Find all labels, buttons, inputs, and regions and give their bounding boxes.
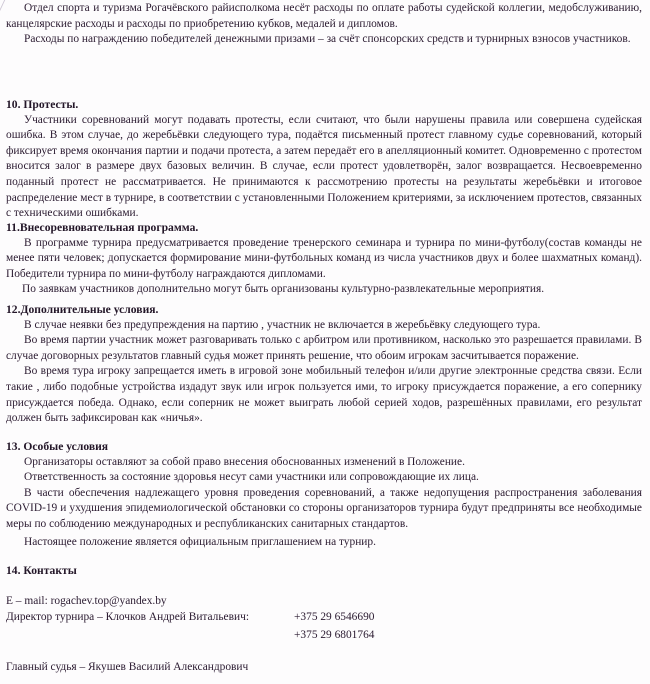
section-title: 12.Дополнительные условия. bbox=[6, 303, 159, 316]
intro-paragraph: Расходы по награждению победителей денежными призами – за счёт спонсорских средств и турнирных взносов участников. bbox=[24, 33, 631, 46]
section-paragraph: Организаторы оставляют за собой право внесения обоснованных изменений в Положение. bbox=[24, 455, 465, 468]
section-additional-conditions bbox=[6, 302, 642, 427]
section-paragraph: Ответственность за состояние здоровья несут сами участники или сопровождающие их лица. bbox=[24, 471, 479, 484]
section-extra-program bbox=[6, 220, 642, 298]
director-label: Директор турнира – Клочков Андрей Витальевич: bbox=[6, 610, 249, 623]
contacts-details bbox=[6, 594, 642, 625]
section-paragraph: Во время тура игроку запрещается иметь в игровой зоне мобильный телефон и/или другие электронные средства связи. Если такие , либо подобные устройства издадут звук или игрок пользуется ими, то игроку присуждается поражение, а его сопернику присуждается победа. Однако, если соперник не может выиграть любой серией ходов, разрешённых правилами, его результат должен быть зафиксирован как «ничья». bbox=[6, 365, 642, 425]
invitation-block bbox=[6, 535, 642, 551]
section-paragraph: В программе турнира предусматривается проведение тренерского семинара и турнира по мини-футболу(состав команды не менее пяти человек; допускается формирование мини-футбольных команд из числа участников двух и более шахматных команд). Победители турнира по мини-футболу награждаются дипломами. bbox=[6, 236, 642, 280]
section-title: 14. Контакты bbox=[6, 564, 77, 577]
director-phone-1[interactable]: +375 29 6546690 bbox=[294, 610, 375, 623]
section-paragraph: В случае неявки без предупреждения на партию , участник не включается в жеребьёвку следующего тура. bbox=[24, 318, 541, 331]
invitation-text: Настоящее положение является официальным приглашением на турнир. bbox=[24, 536, 376, 548]
email-line[interactable]: E – mail: rogachev.top@yandex.by bbox=[6, 595, 167, 607]
section-title: 10. Протесты. bbox=[6, 98, 79, 111]
section-paragraph: По заявкам участников дополнительно могут быть организованы культурно-развлекательные мероприятия. bbox=[22, 283, 545, 296]
section-special-conditions bbox=[6, 439, 642, 533]
section-title: 11.Внесоревновательная программа. bbox=[6, 221, 199, 234]
spacer bbox=[6, 628, 294, 644]
director-phone-2-row bbox=[6, 628, 642, 644]
section-paragraph: Во время партии участник может разговаривать только с арбитром или противником, насколько это разрешается правилами. В случае договорных результатов главный судья может принять решение, что обоим игрокам засчитывается поражение. bbox=[6, 334, 642, 362]
section-title: 13. Особые условия bbox=[6, 440, 109, 453]
director-phone-2[interactable]: +375 29 6801764 bbox=[294, 629, 375, 641]
chief-judge-row bbox=[6, 660, 642, 676]
chief-judge: Главный судья – Якушев Василий Александрович bbox=[6, 661, 249, 673]
intro-block bbox=[6, 1, 642, 48]
director-row bbox=[6, 610, 642, 626]
section-contacts bbox=[6, 563, 642, 579]
intro-paragraph: Отдел спорта и туризма Рогачёвского райисполкома несёт расходы по оплате работы судейской коллегии, медобслуживанию, канцелярские расходы и расходы по приобретению кубков, медалей и дипломов. bbox=[6, 2, 642, 30]
section-protests bbox=[6, 97, 642, 222]
section-paragraph: В части обеспечения надлежащего уровня проведения соревнований, а также недопущения распространения заболевания COVID-19 и ухудшения эпидемиологической обстановки со стороны организаторов турнира будут предприняты все необходимые меры по соблюдению международных и республиканских санитарных стандартов. bbox=[6, 486, 642, 530]
section-paragraph: Участники соревнований могут подавать протесты, если считают, что были нарушены правила или совершена судейская ошибка. В этом случае, до жеребьёвки следующего тура, подаётся письменный протест главному судье соревнований, который фиксирует время окончания партии и подачи протеста, а затем передаёт его в апелляционный комитет. Одновременно с протестом вносится залог в размере двух базовых величин. В случае, если протест удовлетворён, залог возвращается. Несвоевременно поданный протест не рассматривается. Не принимаются к рассмотрению протесты на результаты жеребьёвки и итоговое распределение мест в турнире, в соответствии с установленными Положением критериями, за исключением протестов, связанных с техническими ошибками. bbox=[6, 113, 642, 220]
